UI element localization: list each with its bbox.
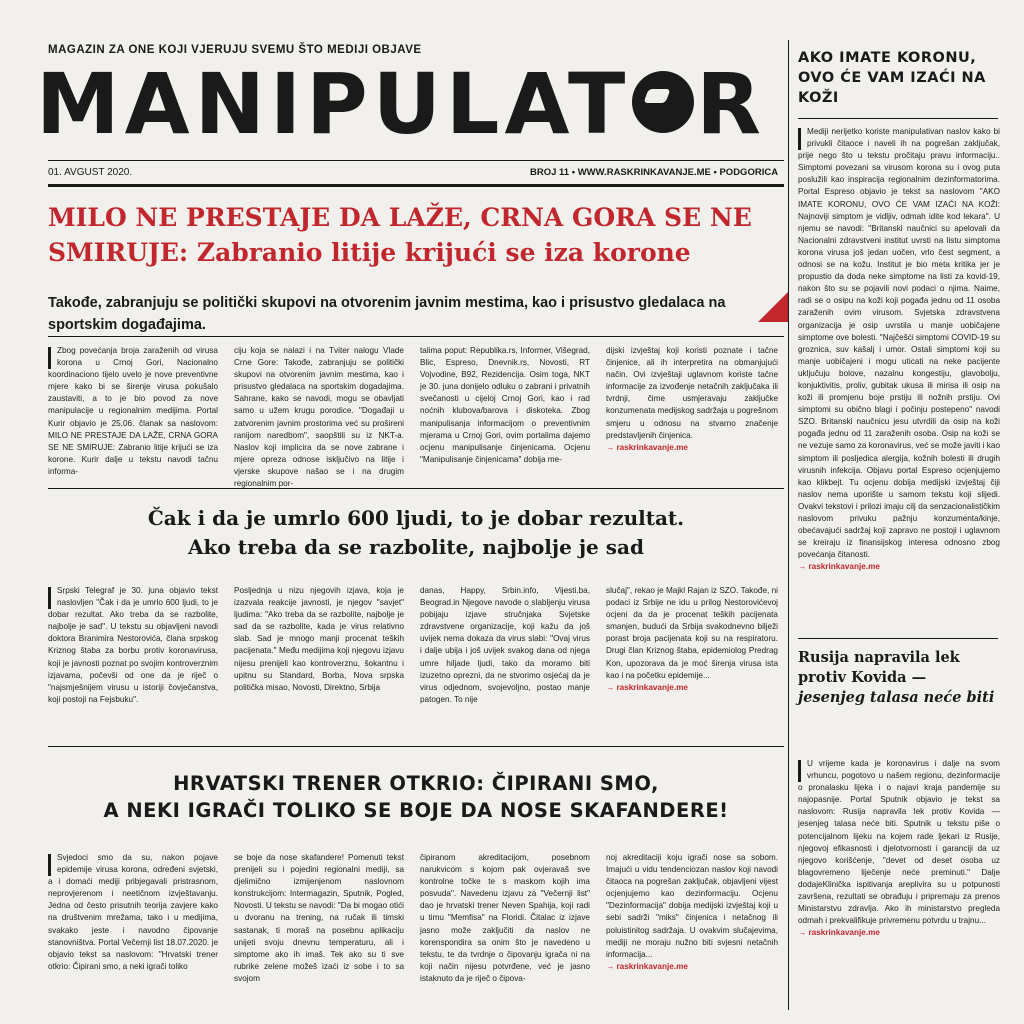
masthead-logo [36, 55, 766, 153]
issue-line [530, 167, 778, 178]
separator: • [571, 167, 576, 178]
sidebar-divider [788, 40, 789, 1010]
issue-date: 01. AVGUST 2020. [48, 167, 133, 178]
dropcap-bar [798, 760, 801, 782]
story3-headline[interactable]: HRVATSKI TRENER OTKRIO: ČIPIRANI SMO, A NEKI IGRAČI TOLIKO SE BOJE DA NOSE SKAFANDERE! [103, 772, 729, 822]
story3-link[interactable]: → raskrinkavanje.me [606, 961, 688, 971]
story3-rule [48, 746, 784, 747]
story3-column-1: Svjedoci smo da su, nakon pojave epidemije virusa korona, određeni svjetski, a i domaći mediji pribjegavali pristrasnom, neprovjerenom i neetičnom izvještavanju. Jedna od često prisutnih teorija zavjere kako na društvenim mrežama, tako i u medijima, svakako jeste i navodno čipovanje stanovništva. Portal Večernji list 18.07.2020. je objavio tekst sa naslovom: "Hrvatski trener otkrio: Čipirani smo, a neki igrači toliko [48, 853, 218, 971]
sidebar2-body: U vrijeme kada je koronavirus i dalje na svom vrhuncu, pogotovo u našem regionu, dezinformacije o pronalasku lijeka i o najavi kraja pandemije su najopasnije. Portal Sputnik objavio je tekst sa naslovom: Rusija napravila lek protiv Kovida — jesenjeg talasa neće biti. Sputnik u tekstu piše o potencijalnom lijeku na kojem rade ljekari iz Rusije, njegovoj efikasnosti i djelotvornosti i garanciji da uz njegovo korišćenje, "devet od deset osoba uz blagovremeno liječenje neće preminuti." Dalje dodajeKlinička ispitivanja areplivira su u potpunosti završena, rezultati se obrađuju i pripremaju za prenos Ministarstvu zdravlja. Ako ih ministarstvo pregleda odmah i prekvalifikuje privremenu potvrdu u trajnu... → raskrinkavanje.me [798, 759, 1000, 938]
tagline: MAGAZIN ZA ONE KOJI VJERUJU SVEMU ŠTO MEDIJI OBJAVE [48, 44, 422, 56]
sidebar1-body: Mediji nerijetko koriste manipulativan naslov kako bi privukli čitaoce i naveli ih na pogrešan zaključak, prije nego što u tekstu pročitaju pravu informaciju.. Simptomi povezani sa virusom korona su i ovog puta poslužili kao inspiracija regionalnim dezinformatorima. Portal Espreso objavio je tekst sa naslovom "AKO IMATE KORONU, OVO ĆE VAM IZAĆI NA KOŽI: Najnoviji simptom je vidljiv, odmah idite kod lekara". U njemu se navodi: "Britanski naučnici su apelovali da Nacionalni zdravstveni institut uvrsti na listu simptoma korona virusa još jedan uočen, vrlo čest segment, a odnosi se na kožu. Institut je bio meta kritika jer je propustio da doda neke simptome na listi za kovid-19, nakon što su se pojavili novi podaci o njima. Naime, radi se o osipu na koži koji pogađa jednu od 11 osoba zaraženih ovim virusom. Svjetska zdravstvena organizacija je osip uvrstila u manje uobičajene simptome ove bolesti. "Najčešći simptomi COVID-19 su groznica, suv kašalj i umor. Ostali simptomi koji su manje uobičajeni i mogu uticati na neke pacijente uključuju bolove, nazalnu kongestiju, glavobolju, konjuktivitis, proliv, gubitak ukusa ili mirisa ili osip na koži ili promjenu boje prstiju ili nožnih prstiju. Ovi simptomi su obično blagi i počinju postepeno" navodi SZO. Britanski naučnicu jesu utvrdili da osip na koži pogađa jednu od 11 zaraženih osoba. Osip na koži se ne vezuje samo za koronavirus, već se može javiti i kao simptom ili posljedica alergija, kožnih bolesti ili drugih virusnih infekcija. Objavu portal Espreso ocjenjujemo kao klikbejt. Tu ocjenu dobija medijski izvještaj čiji naslov nema uporište u samom tekstu koji slijedi. Ovakvi tekstovi i prilozi imaju cilj da senzacionalističkim naslovom privuku pažnju konzumenta/kinje, obećavajući sadržaj koji zapravo ne postoji i uglavnom se kreiraju iz finansijskog interesa odnosno zbog povećanja čitanosti. → raskrinkavanje.me [798, 127, 1000, 572]
story3-column-4: noj akreditaciji koju igrači nose sa sobom. Imajući u vidu tendenciozan naslov koji navodi čitaoca na pogrešan zaključak, objavljeni vijest ocjenjujemo kao dezinformaciju. Ocjenu "Dezinformacija" dobija medijski izvještaj koji u sebi sadrži "miks" činjenica i netačnog ili poluistinitog sadržaja. U ovakvim slučajevima, mediji ne moraju nužno biti svjesni netačnih informacija... → raskrinkavanje.me [606, 853, 778, 971]
lead-link[interactable]: → raskrinkavanje.me [606, 442, 688, 452]
masthead-right: R [696, 55, 766, 153]
story2-column-4: slučaj", rekao je Majkl Rajan iz SZO. Takođe, ni podaci iz Srbije ne idu u prilog Nestorovićevoj ocjeni da da je procenat teških pacijenata smanjen, budući da Srbija svakodnevno bilježi porast broja pacijenata koji su na respiratoru. Drugi član Kriznog štaba, epidemiolog Predrag Kon, upozorava da je moć širenja virusa ista kao i na početku epidemije... → raskrinkavanje.me [606, 586, 778, 692]
sidebar1-headline[interactable]: AKO IMATE KORONU, OVO ĆE VAM IZAĆI NA KOŽI [798, 50, 986, 106]
sidebar2-rule [798, 638, 998, 639]
lead-subheadline: Takođe, zabranjuju se politički skupovi na otvorenim javnim mestima, kao i prisustvo gledalaca na sportskim događajima. [48, 295, 726, 333]
story3-column-3: čipiranom akreditacijom, posebnom narukvicom s kojom pak ovjeravaš sve kontrolne točke te s maskom kojih ima posvuda". Navedenu izjavu za "Večernji list" dao je hrvatski trener Neven Spahija, koji radi u timu "Memfisa" na Floridi. Čitalac iz izjave jasno može zaključiti da naslov ne korenspondira sa onim što je navedeno u tekstu, te da tvrdnje o čipovanju igrača ni na koji način nijesu potvrđene, već je jasno istaknuto da je riječ o čipova- [420, 853, 590, 983]
sidebar1-rule [798, 118, 998, 119]
lead-headline[interactable]: MILO NE PRESTAJE DA LAŽE, CRNA GORA SE NE SMIRUJE: Zabranio litije krijući se iza korone [48, 203, 752, 267]
separator: • [713, 167, 717, 178]
website-link[interactable]: WWW.RASKRINKAVANJE.ME [577, 167, 711, 178]
lead-column-3: talima poput: Republika.rs, Informer, Višegrad, Blic, Espreso, Dnevnik.rs, Novosti, RT Vojvodine, B92, Rezidencija. Osim toga, NKT je 30. juna donijelo odluku o zabrani i privatnih svečanosti u cijeloj Crnoj Gori, kao i rad noćnih klubova/barova i diskoteka. Zbog manipulisanja informacijom o preventivnim mjerama u Crnoj Gori, ovim portalima dajemo ocjenu manipulisanje činjenicama. Ocjenu "Manipulisanje činjenicama" dobija me- [420, 346, 590, 464]
lead-column-1: Zbog povećanja broja zaraženih od virusa korona u Crnoj Gori, Nacionalno koordinaciono tijelo uvelo je nove preventivne mjere kako bi se širenje virusa pokušalo zaustaviti, a to je bio povod za nove manipulacije u regionalnim medijima. Portal Kurir objavio je 25.06. članak sa naslovom: MILO NE PRESTAJE DA LAŽE, CRNA GORA SE NE SMIRUJE: Zabranio litije krijući se iza korone. Kurir dalje u tekstu navodi tačnu informa- [48, 346, 218, 476]
dropcap-bar [48, 854, 51, 876]
masthead-left: MANIPULAT [36, 55, 631, 153]
sidebar2-headline[interactable]: Rusija napravila lek protiv Kovida — jesenjeg talasa neće biti [798, 649, 995, 706]
sidebar2-link[interactable]: → raskrinkavanje.me [798, 928, 880, 938]
lead-column-4: dijski izvještaj koji koristi poznate i tačne činjenice, ali ih interpretira na obmanjujući način. Ovi izvještaji uglavnom koriste tačne informacije za izvođenje netačnih zaključaka ili tvrdnji, čime usmjeravaju zaključke konzumenata medijskog sadržaja u pogrešnom smjeru u odnosu na stvarno značenje predstavljenih činjenica. → raskrinkavanje.me [606, 346, 778, 452]
dropcap-bar [48, 347, 51, 369]
story2-column-3: danas, Happy, Srbin.info, Vijesti.ba, Beograd.in Njegove navode o slabljenju virusa pobijaju izjave stručnjaka Svjetske zdravstvene organizacije, koji kažu da još uvijek nema dokaza da virus slabi: "Ovaj virus i dalje ubija i još uvijek svakog dana od njega umre hiljade ljudi, tako da moramo biti izuzetno oprezni, da ne stvorimo osjećaj da je virus odjednom, svojevoljno, postao manje patogen. To nije [420, 586, 590, 704]
story2-column-1: Srpski Telegraf je 30. juna objavio tekst naslovljen "Čak i da je umrlo 600 ljudi, to je dobar rezultat. Ako treba da se razbolite, najbolje je sad". U tekstu su objavljeni navodi doktora Branimira Nestorovića, člana srpskog Kriznog štaba za borbu protiv koronavirusa, koji je javnosti poznat po svojim kontroverznim izjavama, počevši od one da je riječ o "najsmješnijem virusu u istoriji čovječanstva, koji postoji na Fejsbuku". [48, 586, 218, 704]
issue-number: BROJ 11 [530, 167, 570, 178]
story2-headline[interactable]: Čak i da je umrlo 600 ljudi, to je dobar rezultat. Ako treba da se razbolite, najbolje je sad [147, 506, 685, 559]
red-corner-triangle [758, 292, 788, 322]
header-rule [48, 160, 784, 161]
dropcap-bar [798, 128, 801, 150]
dropcap-bar [48, 587, 51, 609]
story2-rule [48, 488, 784, 489]
masthead-o-icon [632, 71, 694, 133]
sidebar1-link[interactable]: → raskrinkavanje.me [798, 562, 880, 572]
lead-rule [48, 336, 784, 337]
city: PODGORICA [719, 167, 779, 178]
story3-column-2: se boje da nose skafandere! Pomenuti tekst prenijeli su i pojedini regionalni mediji, sa djelimično izmijenjenom naslovnom konstrukcijom: Intermagazin, Sputnik, Pogled, Novosti. U tekstu se navodi: "Da bi mogao otići u dvoranu na trening, na ručak ili timski sastanak, ti moraš na posebnu aplikaciju unijeti svoju dnevnu temperaturu, ali i simptome ako ih imaš. Tek ako su ti sve rubrike zelene možeš izaći iz sobe i to sa svojom [234, 853, 404, 983]
header-thick-rule [48, 184, 784, 187]
story2-column-2: Posljednja u nizu njegovih izjava, koja je izazvala reakcije javnosti, je njegov "savjet" ljudima: "Ako treba da se razbolite, najbolje je sad da se razbolite, kada je virus relativno slab. Sad je mnogo manji procenat teških pacijenata." Među medijima koji njegovu izjavu nijesu prenijeli kao kontroverznu, šokantnu i upitnu su Standard, Borba, Nova srpska politička misao, Novosti, Direktno, Srbija [234, 586, 404, 692]
lead-column-2: ciju koja se nalazi i na Tviter nalogu Vlade Crne Gore: Takođe, zabranjuju se politički skupovi na otvorenim javnim mestima, kao i prisustvo gledalaca na sportskim dogadajima. Sahrane, kako se navodi, mogu se obavljati samo u užem krugu porodice. "Događaji u zatvorenim javnim prostorima već su prošireni ranijom naredbom", saopštili su iz NKT-a. Naslov koji implicira da se nove zabrane i mjere opreza odnose isključivo na litije i vjerske skupove našao se i na drugim regionalnim por- [234, 346, 404, 489]
story2-link[interactable]: → raskrinkavanje.me [606, 682, 688, 692]
